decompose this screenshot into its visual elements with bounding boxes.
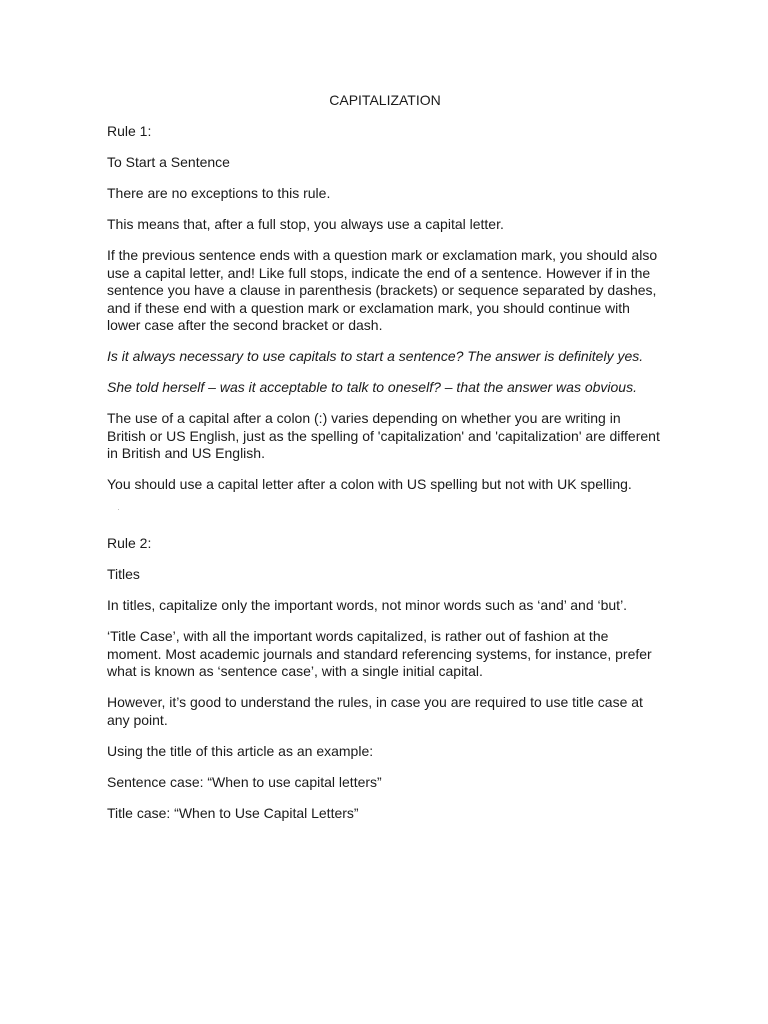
rule2-heading: Rule 2: — [107, 535, 152, 551]
document-page — [107, 92, 663, 836]
rule2-title-case-example: Title case: “When to Use Capital Letters” — [107, 804, 359, 821]
rule2-paragraph-3: However, it’s good to understand the rules, in case you are required to use title case at any point. — [107, 694, 643, 728]
blank-spacer — [107, 507, 663, 535]
rule2-sentence-case-example: Sentence case: “When to use capital letters” — [107, 773, 382, 790]
rule2-paragraph-2: ‘Title Case’, with all the important words capitalized, is rather out of fashion at the moment. Most academic journals and standard referencing systems, for instance, prefer what is known as ‘sentence case’, with a single initial capital. — [107, 628, 652, 679]
rule1-paragraph-colon: The use of a capital after a colon (:) varies depending on whether you are writing in British or US English, just as the spelling of 'capitalization' and 'capitalization' are different in British and US English. — [107, 410, 660, 461]
rule1-example-dash: She told herself – was it acceptable to talk to oneself? – that the answer was obvious. — [107, 379, 637, 395]
rule2-subheading: Titles — [107, 566, 140, 582]
document-title: CAPITALIZATION — [329, 92, 441, 108]
rule1-paragraph-us-uk: You should use a capital letter after a colon with US spelling but not with UK spelling. — [107, 476, 632, 492]
rule1-subheading: To Start a Sentence — [107, 154, 230, 170]
rule2-paragraph-4: Using the title of this article as an example: — [107, 742, 374, 759]
rule1-paragraph-1: There are no exceptions to this rule. — [107, 185, 331, 201]
rule1-paragraph-2: This means that, after a full stop, you always use a capital letter. — [107, 216, 504, 232]
rule1-heading: Rule 1: — [107, 123, 152, 139]
rule1-paragraph-3: If the previous sentence ends with a question mark or exclamation mark, you should also use a capital letter, and! Like full stops, indicate the end of a sentence. However if in the sentence you have a clause in parenthesis (brackets) or sequence separated by dashes, and if these end with a question mark or exclamation mark, you should continue with lower case after the second bracket or dash. — [107, 247, 658, 333]
rule2-paragraph-1: In titles, capitalize only the important words, not minor words such as ‘and’ and ‘but’. — [107, 597, 628, 613]
rule1-example-question: Is it always necessary to use capitals to start a sentence? The answer is definitely yes. — [107, 348, 644, 364]
